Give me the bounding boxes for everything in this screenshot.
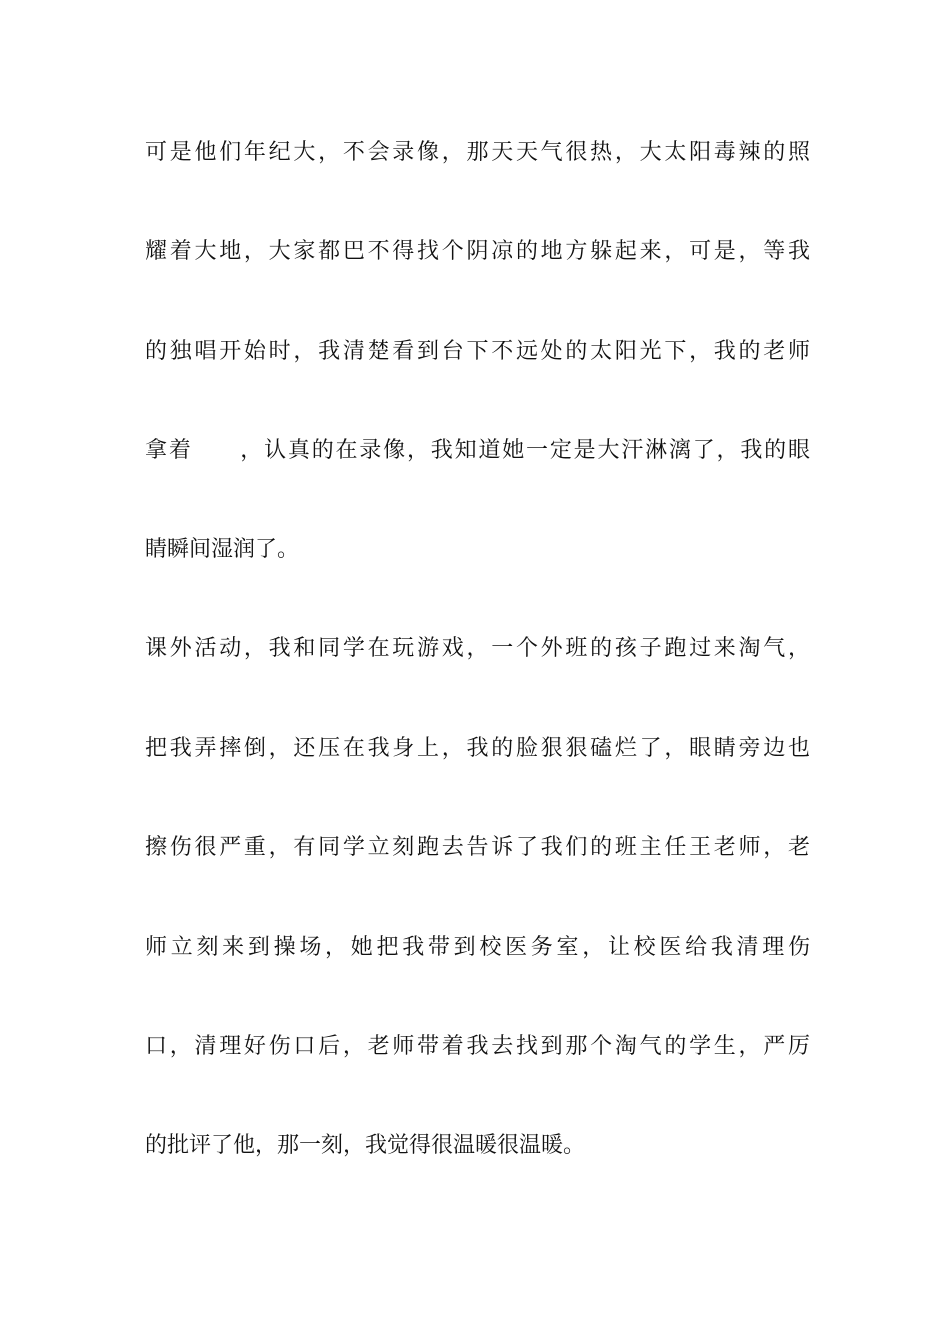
text-line: 拿着 ，认真的在录像，我知道她一定是大汗淋漓了，我的眼 — [145, 438, 810, 463]
text-line: 的批评了他，那一刻，我觉得很温暖很温暖。 — [145, 1133, 586, 1158]
text-line: 耀着大地，大家都巴不得找个阴凉的地方躲起来，可是，等我 — [145, 239, 810, 264]
text-line: 口，清理好伤口后，老师带着我去找到那个淘气的学生，严厉 — [145, 1034, 810, 1059]
text-line: 师立刻来到操场，她把我带到校医务室，让校医给我清理伤 — [145, 935, 810, 960]
text-line: 把我弄摔倒，还压在我身上，我的脸狠狠磕烂了，眼睛旁边也 — [145, 736, 810, 761]
text-line: 睛瞬间湿润了。 — [145, 537, 300, 562]
text-line: 可是他们年纪大，不会录像，那天天气很热，大太阳毒辣的照 — [145, 140, 810, 165]
text-line: 课外活动，我和同学在玩游戏，一个外班的孩子跑过来淘气， — [145, 636, 810, 661]
text-line: 擦伤很严重，有同学立刻跑去告诉了我们的班主任王老师，老 — [145, 835, 810, 860]
text-line: 的独唱开始时，我清楚看到台下不远处的太阳光下，我的老师 — [145, 339, 810, 364]
